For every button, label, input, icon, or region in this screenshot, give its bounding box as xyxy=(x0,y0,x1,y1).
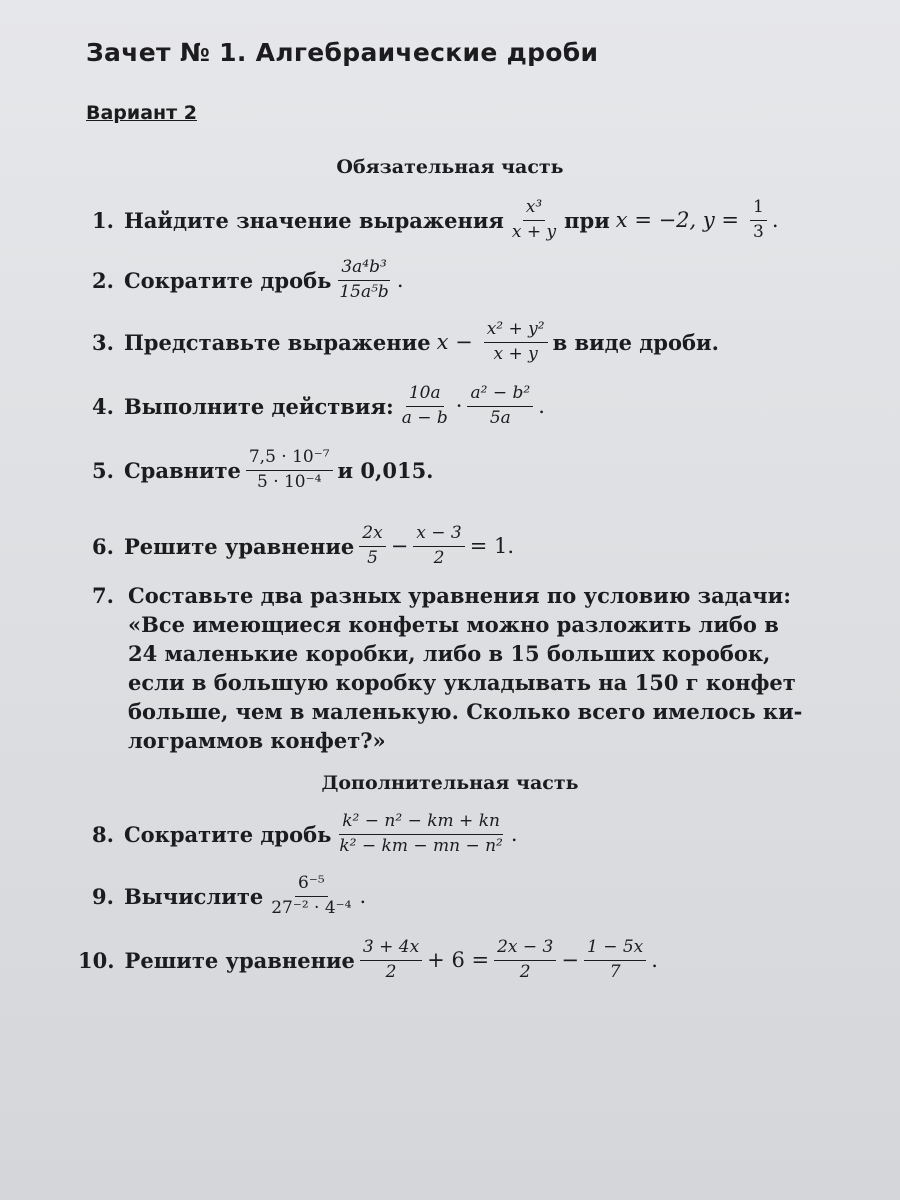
denominator: 15a⁵b xyxy=(339,281,389,302)
fraction xyxy=(467,384,533,428)
problem-text-at: при xyxy=(564,207,610,233)
denominator: 7 xyxy=(609,961,621,982)
problem-number: 2. xyxy=(92,267,114,293)
denominator: 27⁻² · 4⁻⁴ xyxy=(271,897,352,918)
problem-text: Сократите дробь xyxy=(123,821,332,847)
problem-line: «Все имеющиеся конфеты можно разложить либо в xyxy=(128,612,779,637)
end-mark: . xyxy=(359,884,367,909)
problem-text: Выполните действия: xyxy=(123,393,394,419)
denominator: 5 · 10⁻⁴ xyxy=(256,471,322,492)
numerator: 2x − 3 xyxy=(494,938,556,961)
problem-8 xyxy=(92,812,840,856)
numerator: x² + y² xyxy=(484,320,548,343)
end-mark: . xyxy=(396,268,404,293)
page-title: Зачет № 1. Алгебраические дроби xyxy=(86,38,599,67)
numerator: 7,5 · 10⁻⁷ xyxy=(246,448,333,471)
denominator: 5 xyxy=(367,547,378,568)
numerator: 10a xyxy=(406,384,444,407)
denominator: x + y xyxy=(493,343,538,364)
numerator: 1 xyxy=(750,198,767,221)
operator: − xyxy=(561,948,579,973)
end-mark: . xyxy=(538,394,545,419)
fraction xyxy=(494,938,556,982)
fraction xyxy=(360,938,422,982)
numerator: x³ xyxy=(523,198,545,221)
fraction xyxy=(268,874,354,918)
problem-number: 7. xyxy=(92,583,114,608)
problem-7-first-line xyxy=(92,581,832,610)
condition: x = −2, y = xyxy=(615,208,740,233)
fraction xyxy=(399,384,451,428)
problem-line: больше, чем в маленькую. Сколько всего имелось ки- xyxy=(128,699,803,724)
fraction xyxy=(484,320,548,364)
problem-number: 1. xyxy=(92,207,114,233)
numerator: k² − n² − km + kn xyxy=(339,812,503,835)
operator: − xyxy=(390,534,409,559)
problem-3 xyxy=(92,320,840,364)
fraction xyxy=(584,938,646,982)
problem-line: Составьте два разных уравнения по условию задачи: xyxy=(128,583,791,608)
problem-number: 10. xyxy=(78,947,115,973)
problem-1 xyxy=(92,198,840,242)
section-additional: Дополнительная часть xyxy=(321,772,579,794)
fraction xyxy=(413,524,464,568)
end-mark: . xyxy=(651,948,658,973)
operator: · xyxy=(455,394,463,419)
expression-lead: x − xyxy=(436,330,473,355)
problem-text: Представьте выражение xyxy=(123,329,431,355)
problem-4 xyxy=(92,384,840,428)
problem-7 xyxy=(92,581,832,755)
denominator: x + y xyxy=(511,221,557,242)
end-mark: = 1. xyxy=(469,534,515,559)
denominator: 2 xyxy=(519,961,531,982)
problem-10 xyxy=(78,938,840,982)
equation-middle: + 6 = xyxy=(427,948,490,973)
problem-number: 5. xyxy=(92,457,114,483)
problem-number: 3. xyxy=(92,329,114,355)
problem-5 xyxy=(92,448,840,492)
problem-line: 24 маленькие коробки, либо в 15 больших коробок, xyxy=(128,641,771,666)
numerator: 3a⁴b³ xyxy=(338,258,389,281)
problem-9 xyxy=(92,874,840,918)
problem-text: Вычислите xyxy=(123,883,264,909)
numerator: a² − b² xyxy=(467,384,533,407)
numerator: 1 − 5x xyxy=(584,938,646,961)
numerator: 2x xyxy=(359,524,385,547)
problem-tail: в виде дроби. xyxy=(552,329,719,355)
problem-text: Сравните xyxy=(123,457,241,483)
denominator: k² − km − mn − n² xyxy=(339,835,503,856)
problem-6 xyxy=(92,524,840,568)
denominator: a − b xyxy=(401,407,448,428)
problem-text: Решите уравнение xyxy=(123,533,355,559)
problem-2 xyxy=(92,258,840,302)
problem-text: Найдите значение выражения xyxy=(123,207,504,233)
denominator: 2 xyxy=(433,547,445,568)
problem-text: Решите уравнение xyxy=(124,947,355,973)
denominator: 2 xyxy=(385,961,397,982)
end-mark: . xyxy=(771,208,779,233)
fraction xyxy=(750,198,767,242)
fraction xyxy=(359,524,385,568)
denominator: 5a xyxy=(489,407,511,428)
end-mark: . xyxy=(510,822,518,847)
problem-tail: и 0,015. xyxy=(337,457,434,483)
fraction xyxy=(246,448,333,492)
section-required: Обязательная часть xyxy=(336,156,564,178)
problem-number: 6. xyxy=(92,533,114,559)
variant-label: Вариант 2 xyxy=(86,102,198,124)
problem-line: лограммов конфет?» xyxy=(128,728,386,753)
numerator: x − 3 xyxy=(413,524,464,547)
fraction xyxy=(509,198,559,242)
numerator: 3 + 4x xyxy=(360,938,422,961)
problem-number: 8. xyxy=(92,821,114,847)
problem-number: 4. xyxy=(92,393,114,419)
fraction xyxy=(336,258,391,302)
denominator: 3 xyxy=(753,221,764,242)
numerator: 6⁻⁵ xyxy=(295,874,328,897)
fraction xyxy=(336,812,506,856)
problem-text: Сократите дробь xyxy=(123,267,332,293)
problem-number: 9. xyxy=(92,883,114,909)
problem-line: если в большую коробку укладывать на 150 г конфет xyxy=(128,670,796,695)
